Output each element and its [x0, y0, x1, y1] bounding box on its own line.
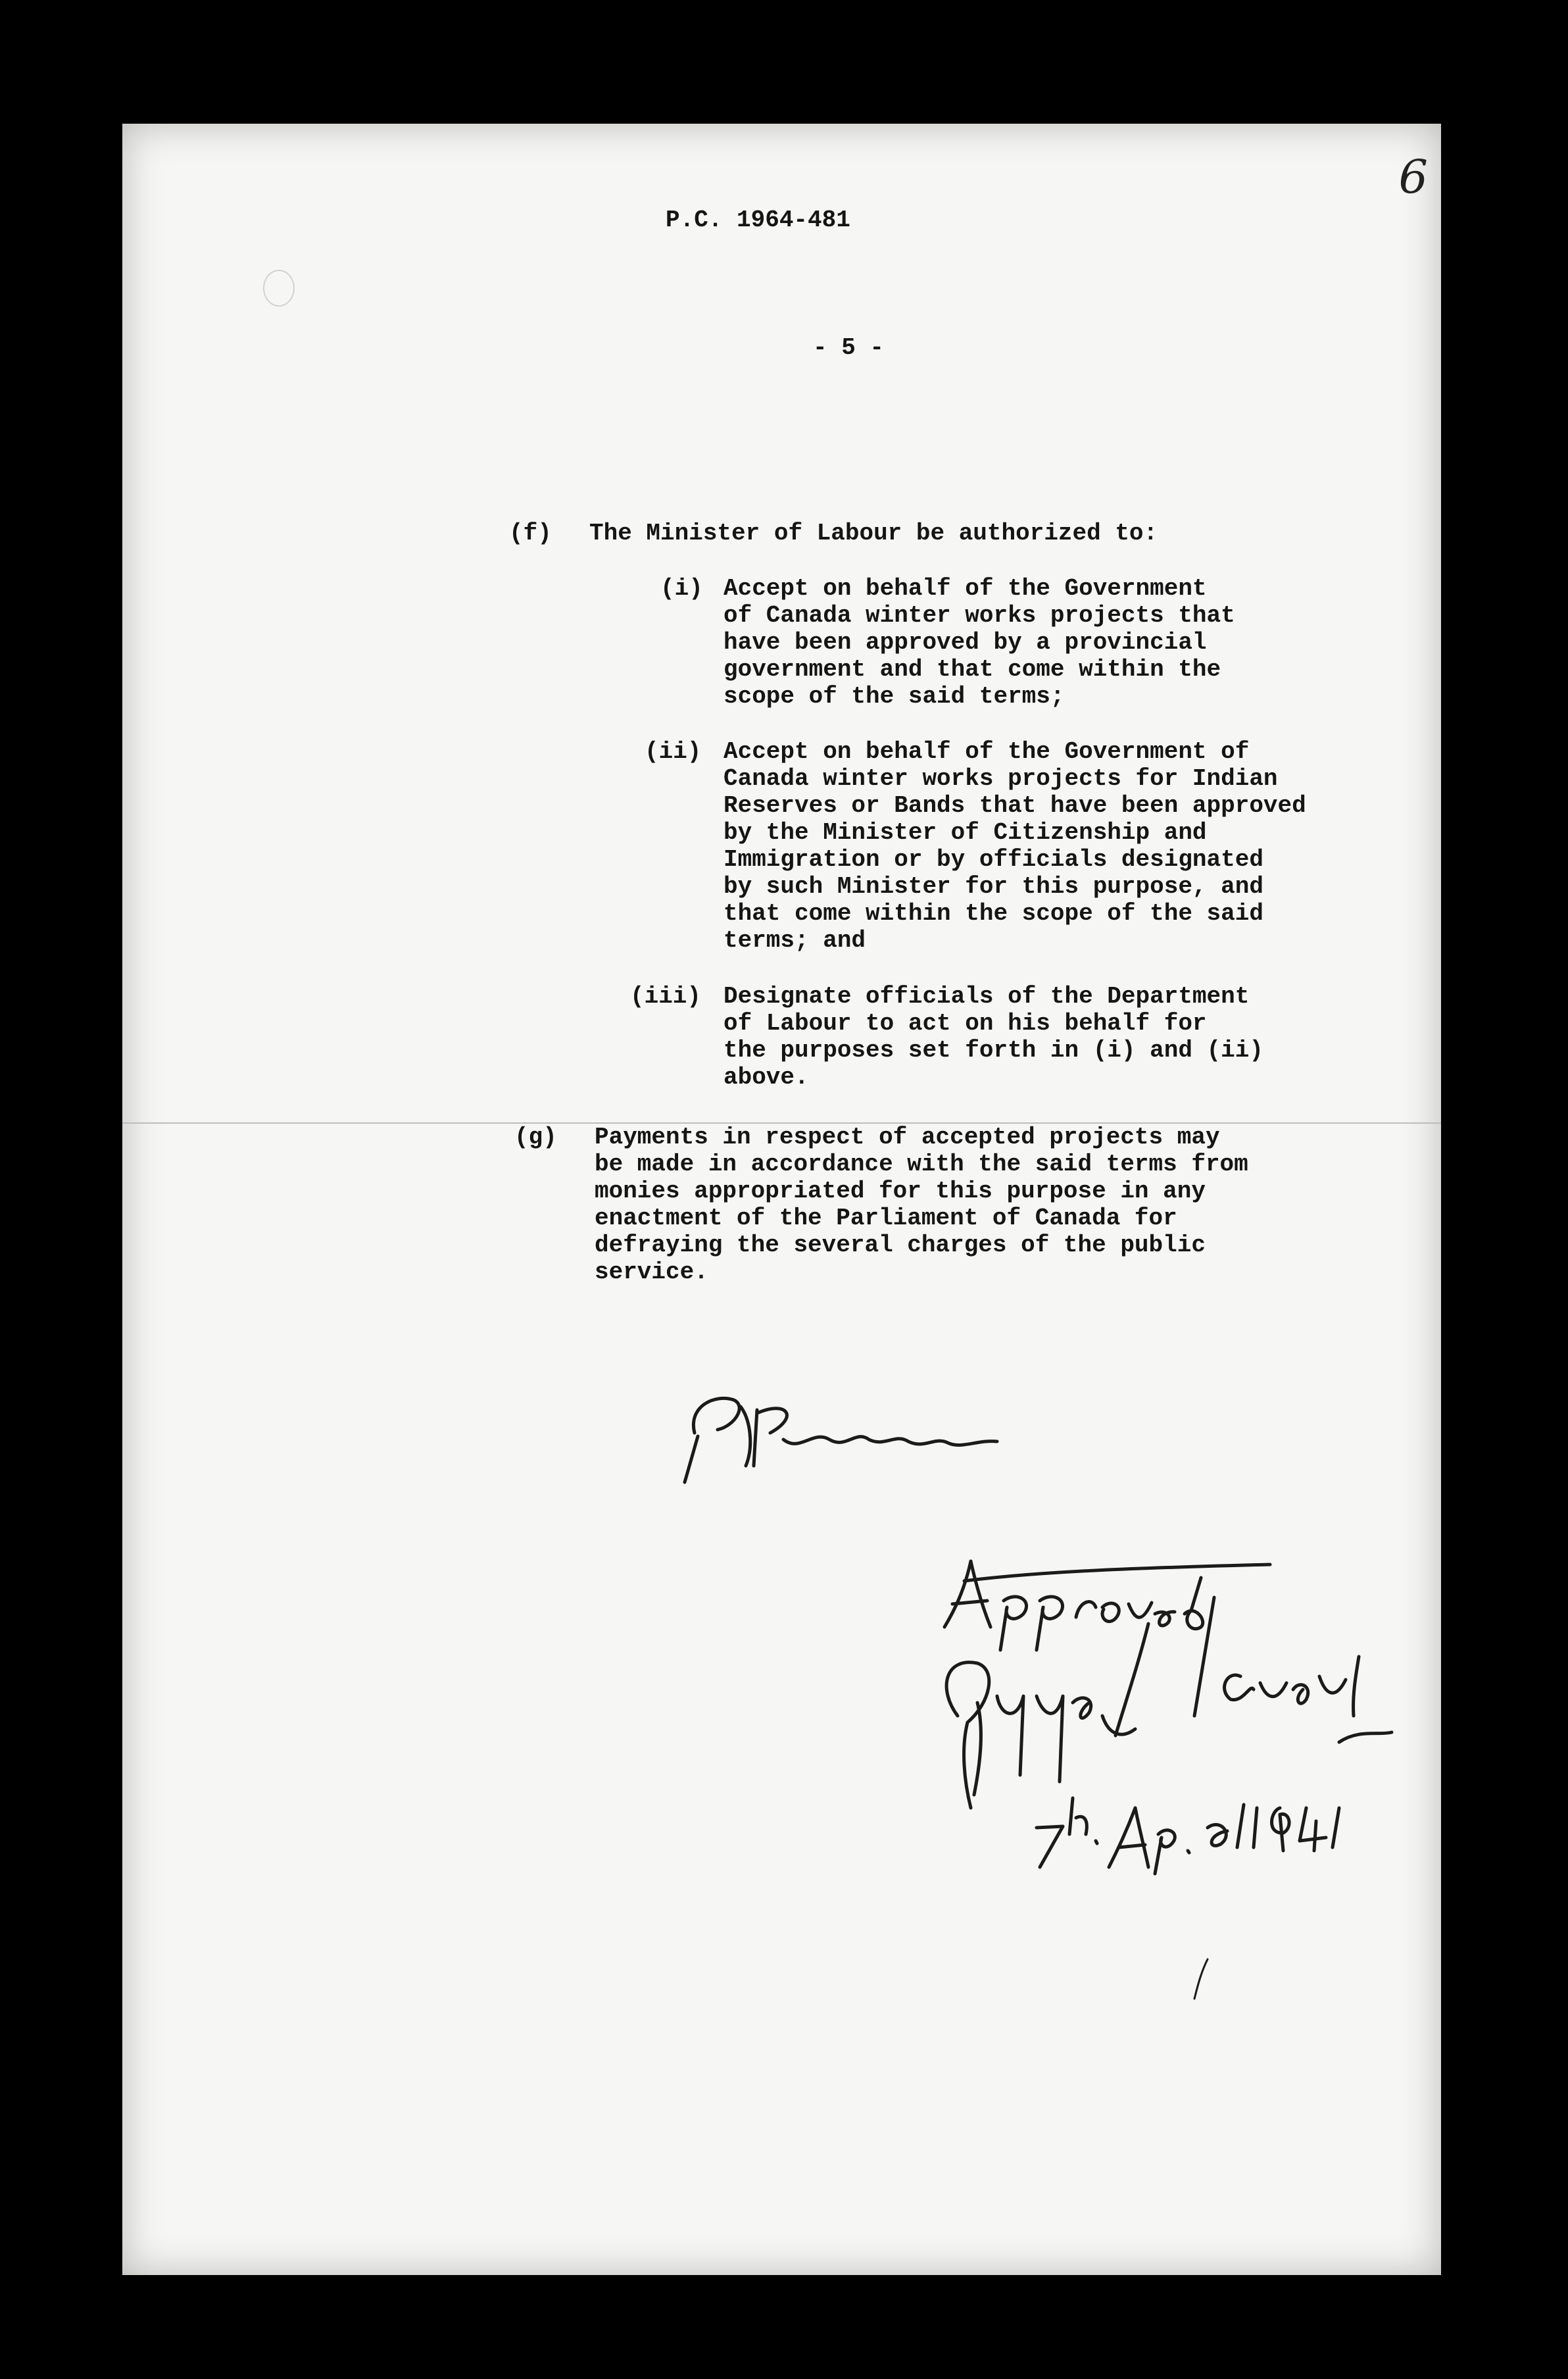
- item-ii-label: (ii): [645, 738, 702, 765]
- clause-g-line: be made in accordance with the said terms from: [595, 1151, 1248, 1178]
- item-iii-line: Designate officials of the Department: [723, 983, 1250, 1010]
- item-ii-line: terms; and: [723, 927, 866, 954]
- item-iii-line: the purposes set forth in (i) and (ii): [723, 1037, 1263, 1064]
- clause-f-text: The Minister of Labour be authorized to:: [589, 520, 1158, 547]
- item-i-line: of Canada winter works projects that: [723, 602, 1235, 629]
- stray-mark: [1194, 1959, 1208, 1999]
- item-iii-line: above.: [723, 1064, 809, 1091]
- item-i-line: government and that come within the: [723, 656, 1221, 683]
- clause-g-line: defraying the several charges of the public: [595, 1232, 1206, 1259]
- clause-g-line: monies appropriated for this purpose in any: [595, 1178, 1206, 1205]
- clause-g-line: enactment of the Parliament of Canada for: [595, 1205, 1177, 1232]
- item-iii-line: of Labour to act on his behalf for: [723, 1010, 1207, 1037]
- item-i-line: have been approved by a provincial: [723, 629, 1207, 656]
- clause-g-label: (g): [514, 1124, 557, 1151]
- date-handwriting: [1037, 1798, 1339, 1874]
- item-ii-line: that come within the scope of the said: [723, 900, 1263, 927]
- item-i-label: (i): [660, 575, 703, 602]
- corner-page-number: 6: [1398, 150, 1428, 204]
- signature-flourish: [1339, 1732, 1392, 1742]
- signature-vanier: [946, 1597, 1359, 1808]
- item-ii-line: by the Minister of Citizenship and: [723, 819, 1207, 846]
- item-ii-line: Reserves or Bands that have been approved: [723, 792, 1306, 819]
- clause-g-line: service.: [595, 1259, 708, 1286]
- item-iii-label: (iii): [630, 983, 702, 1010]
- handwriting-signatures: [122, 124, 1441, 2275]
- page-marker: - 5 -: [813, 334, 885, 361]
- item-i-line: scope of the said terms;: [723, 683, 1065, 710]
- item-ii-line: Canada winter works projects for Indian: [723, 765, 1278, 792]
- item-ii-line: Immigration or by officials designated: [723, 846, 1263, 873]
- item-ii-line: Accept on behalf of the Government of: [723, 738, 1250, 765]
- item-ii-line: by such Minister for this purpose, and: [723, 873, 1263, 900]
- reference-number: P.C. 1964-481: [666, 207, 850, 234]
- item-i-line: Accept on behalf of the Government: [723, 575, 1207, 602]
- document-page: [122, 124, 1441, 2275]
- clause-f-label: (f): [509, 520, 552, 547]
- clause-g-line: Payments in respect of accepted projects may: [595, 1124, 1220, 1151]
- signature-pearson: [685, 1398, 997, 1482]
- approved-handwriting: [944, 1561, 1270, 1650]
